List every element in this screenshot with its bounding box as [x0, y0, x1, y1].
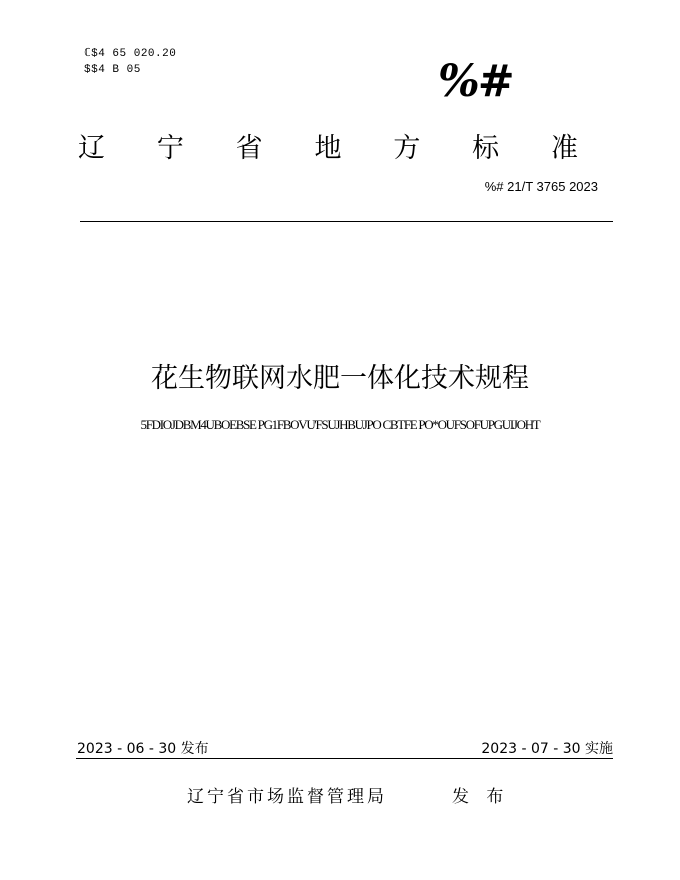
title-char: 标: [472, 133, 500, 164]
issue-label: 发 布: [452, 787, 510, 807]
title-char: 地: [314, 133, 342, 164]
document-title-cn: 花生物联网水肥一体化技术规程: [151, 363, 529, 394]
standard-number: %# 21/T 3765 2023: [484, 179, 598, 194]
issuer-name: 辽宁省市场监督管理局: [187, 787, 387, 807]
standard-logo: %#: [438, 56, 513, 107]
footer-divider: [76, 758, 613, 759]
implement-date: 2023 - 07 - 30 实施: [481, 741, 613, 757]
title-char: 省: [235, 133, 263, 164]
ccs-code: $$4 B 05: [84, 64, 141, 76]
title-char: 准: [550, 133, 578, 164]
ics-code: ℂ$4 65 020.20: [84, 48, 177, 60]
title-char: 辽: [78, 133, 105, 164]
document-title-en: 5FDIOJDBM4UBOEBSE PG1FBOVU'FSUJHBUJPO CBTFE PO*OUFSOFUPGUIJOHT: [140, 417, 540, 432]
publish-date: 2023 - 06 - 30 发布: [77, 741, 209, 757]
header-divider: [80, 221, 613, 222]
title-char: 宁: [156, 133, 184, 164]
title-char: 方: [393, 133, 421, 164]
standard-category-title: [78, 126, 578, 165]
